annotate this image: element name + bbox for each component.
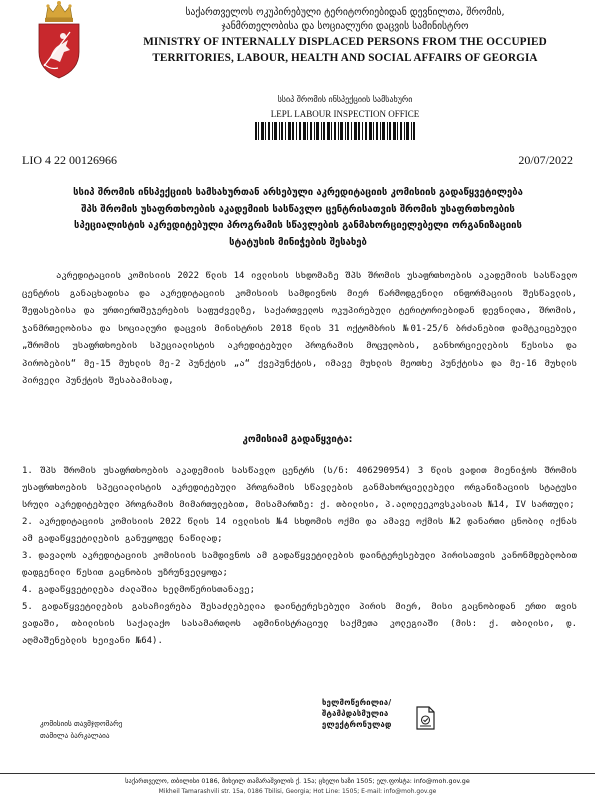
chairperson-signature-block: კომისიის თავმჯდომარე თამილა ბარკალაია <box>40 719 123 740</box>
ministry-name-english: MINISTRY OF INTERNALLY DISPLACED PERSONS FROM THE OCCUPIED TERRITORIES, LABOUR, HEALTH AND SOCIAL AFFAIRS OF GEORGIA <box>143 36 547 64</box>
decision-item: 4. გადაწყვეტილება ძალაშია ხელმოწერისთანავე; <box>22 585 255 595</box>
preamble <box>22 268 577 391</box>
footer-address-georgian: საქართველო, თბილისი 0186, მიხეილ თამარაშვილის ქ. 15ა; ცხელი ხაზი 1505; ელ.ფოსტა: info@moh.gov.ge <box>125 777 470 785</box>
decision-items <box>22 463 577 650</box>
ministry-name-georgian: საქართველოს ოკუპირებული ტერიტორიებიდან დევნილთა, შრომის, ჯანმრთელობისა და სოციალური დაცვის სამინისტრო <box>185 7 505 32</box>
preamble-paragraph: აკრედიტაციის კომისიის 2022 წლის 14 ივლისის სხდომაზე შპს შრომის უსაფრთხოების აკადემიის სასწავლო ცენტრის განაცხადისა და აკრედიტაციის კომისიის სამდივნოს მიერ წარმოდგენილი ინფორმაციის შესწავლის, შეფასებისა და ურთიერთშეჯერების საფუძველზე, საქართველოს ოკუპირებული ტერიტორიებიდან დევნილთა, შრომის, ჯანმრთელობისა და სოციალური დაცვის მინისტრის 2018 წლის 31 ოქტომბრის №01-25/ნ ბრძანებით დამტკიცებული „შრომის უსაფრთხოების სპეციალისტის აკრედიტებული პროგრამის მოცულობის, განხორციელების წესისა და პირობების“ მე-15 მუხლის მე-2 პუნქტის „ა“ ქვეპუნქტის, იმავე მუხლის მეოთხე პუნქტისა და მე-16 მუხლის პირველი პუნქტის შესაბამისად, <box>22 271 577 386</box>
footer-address-english: Mikheil Tamarashvili str. 15a, 0186 Tbilisi, Georgia; Hot Line: 1505; E-mail: info@moh.gov.ge <box>158 788 437 795</box>
department-name-georgian: სსიპ შრომის ინსპექციის სამსახური <box>277 95 413 104</box>
decision-item: 2. აკრედიტაციის კომისიის 2022 წლის 14 ივლისის №4 სხდომის ოქმი და ამავე ოქმის №2 დანართი ცნობილ იქნას ამ გადაწყვეტილების განუყოფელ ნაწილად; <box>22 517 577 544</box>
barcode-icon <box>255 122 415 140</box>
electronic-signature-stamp: ხელმოწერილია/ შტამპდასმულია ელექტრონულად <box>322 698 392 729</box>
document-number: LIO 4 22 00126966 <box>22 153 117 167</box>
coat-of-arms-icon <box>30 0 88 80</box>
signed-document-icon <box>414 706 436 730</box>
decision-heading: კომისიამ გადაწყვიტა: <box>242 434 353 445</box>
decision-item: 1. შპს შრომის უსაფრთხოების აკადემიის სასწავლო ცენტრს (ს/ნ: 406290954) 3 წლის ვადით მიენიჭოს შრომის უსაფრთხოების სპეციალისტის აკრედიტებული პროგრამის სწავლების განმახორციელებელი ორგანიზაციის სტატუსი სრული აკრედიტებული პროგრამის მიმართულებით, მისამართზე: ქ. თბილისი, პ.ალოლეეკოვსკასიას №14, IV სართული; <box>22 466 577 510</box>
decision-item: 3. დავალოს აკრედიტაციის კომისიის სამდივნოს ამ გადაწყვეტილების დაინტერესებული პირისათვის კანონმდებლობით დადგენილი წესით გაცნობის უზრუნველყოფა; <box>22 551 577 578</box>
footer-divider <box>0 773 595 774</box>
department-name-english: LEPL LABOUR INSPECTION OFFICE <box>270 109 420 119</box>
decision-title: სსიპ შრომის ინსპექციის სამსახურთან არსებული აკრედიტაციის კომისიის გადაწყვეტილება შპს შრომის უსაფრთხოების აკადემიის სასწავლო ცენტრისათვის შრომის უსაფრთხოების სპეციალისტის აკრედიტებული პროგრამის სწავლების განმახორციელებელი ორგანიზაციის სტატუსის მინიჭების შესახებ <box>73 187 523 248</box>
document-date: 20/07/2022 <box>518 153 573 167</box>
decision-item: 5. გადაწყვეტილების გასაჩივრება შესაძლებელია დაინტერესებული პირის მიერ, მისი გაცნობიდან ერთი თვის ვადაში, თბილისის საქალაქო სასამართლოს ადმინისტრაციულ საქმეთა კოლეგიაში (მის: ქ. თბილისი, დ. აღმაშენებლის ხეივანი №64). <box>22 602 577 646</box>
